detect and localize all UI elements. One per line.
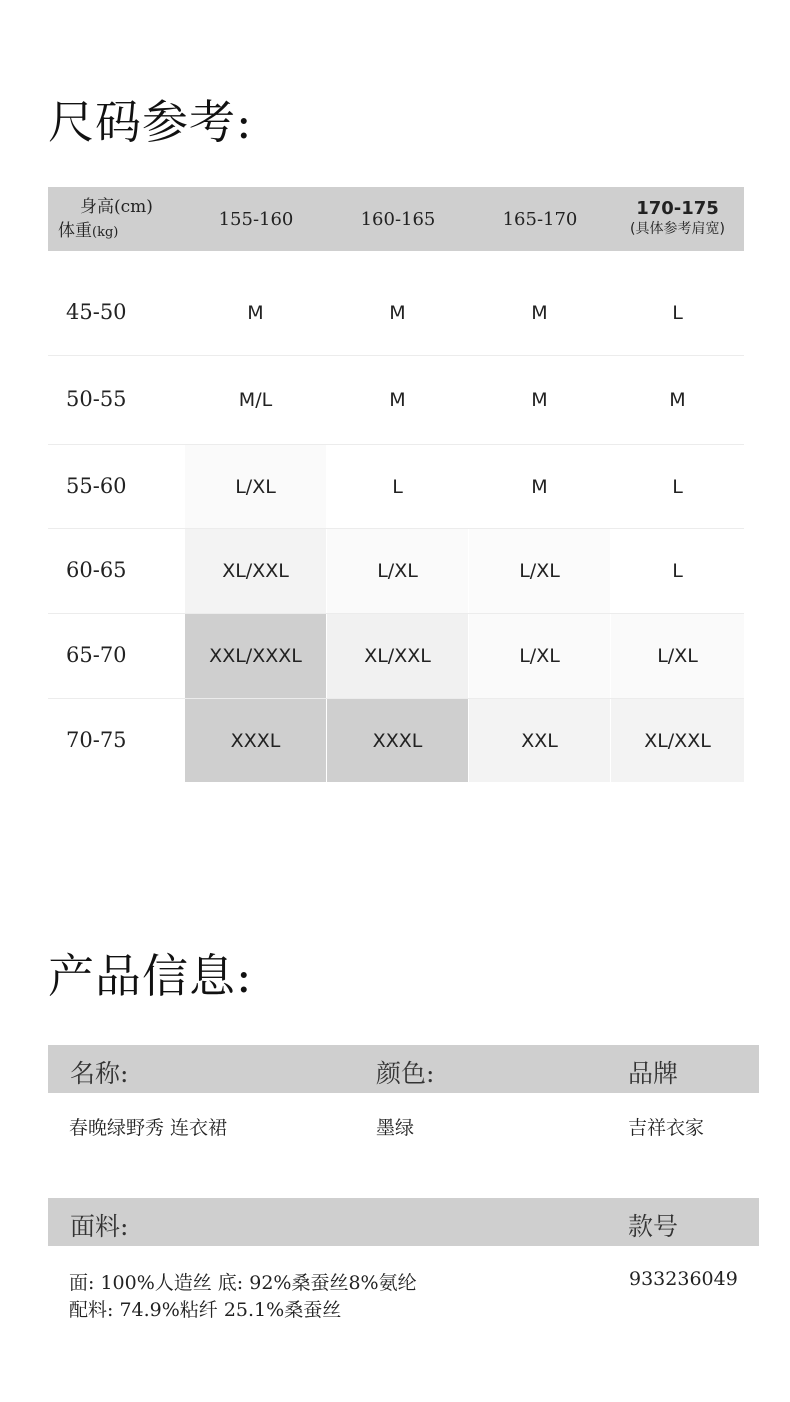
weight-range-label: 55-60 (66, 473, 127, 498)
size-cell: XXL/XXXL (185, 614, 326, 698)
size-cell: M (327, 271, 468, 355)
weight-label: 体重 (58, 221, 92, 241)
fabric-line-main: 面: 100%人造丝 底: 92%桑蚕丝8%氨纶 (69, 1272, 417, 1294)
row-divider (48, 444, 744, 445)
row-divider (48, 355, 744, 356)
size-cell: M (469, 271, 610, 355)
size-cell: XXXL (327, 699, 468, 782)
size-cell: L/XL (611, 614, 744, 698)
height-column-header: 155-160 (218, 208, 294, 230)
product-header-band (48, 1045, 759, 1093)
row-divider (48, 613, 744, 614)
weight-range-label: 60-65 (66, 558, 127, 582)
weight-unit-label (58, 219, 188, 245)
size-cell: L (611, 445, 744, 528)
fabric-line-trim: 配料: 74.9%粘纤 25.1%桑蚕丝 (69, 1299, 342, 1321)
size-reference-title: 尺码参考: (48, 95, 253, 149)
product-info-title: 产品信息: (48, 949, 253, 1003)
name-value: 春晚绿野秀 连衣裙 (69, 1117, 228, 1139)
brand-label: 品牌 (628, 1059, 679, 1088)
row-divider (48, 528, 744, 529)
size-cell: L/XL (327, 529, 468, 613)
weight-range-label: 65-70 (66, 643, 127, 667)
color-label: 颜色: (376, 1059, 435, 1088)
size-cell: XXL (469, 699, 610, 782)
size-cell: L (611, 529, 744, 613)
height-column-header: 160-165 (360, 208, 436, 230)
weight-range-label: 45-50 (66, 300, 127, 324)
height-column-header-last (611, 187, 744, 251)
size-cell: M (469, 356, 610, 444)
fabric-header-band (48, 1198, 759, 1246)
size-cell: M/L (185, 356, 326, 444)
weight-unit: (kg) (92, 225, 119, 240)
size-cell: L (327, 445, 468, 528)
style-number-value: 933236049 (629, 1268, 738, 1290)
size-cell: L (611, 271, 744, 355)
size-cell: M (327, 356, 468, 444)
height-unit-label: 身高(cm) (80, 197, 153, 217)
size-cell: M (611, 356, 744, 444)
size-cell: XL/XXL (185, 529, 326, 613)
header-corner (58, 195, 188, 245)
height-column-label: 170-175 (636, 198, 719, 219)
size-cell: L/XL (185, 445, 326, 528)
style-number-label: 款号 (628, 1212, 679, 1241)
weight-range-label: 70-75 (66, 727, 127, 752)
size-table-header (48, 187, 744, 251)
size-cell: M (185, 271, 326, 355)
fabric-label: 面料: (70, 1212, 129, 1241)
size-cell: L/XL (469, 529, 610, 613)
size-cell: XXXL (185, 699, 326, 782)
color-value: 墨绿 (376, 1117, 415, 1139)
row-divider (48, 698, 744, 699)
size-cell: M (469, 445, 610, 528)
brand-value: 吉祥衣家 (628, 1117, 705, 1139)
size-cell: L/XL (469, 614, 610, 698)
name-label: 名称: (70, 1059, 129, 1088)
shoulder-width-note: (具体参考肩宽) (630, 221, 725, 237)
size-cell: XL/XXL (611, 699, 744, 782)
height-column-header: 165-170 (502, 208, 578, 230)
weight-range-label: 50-55 (66, 387, 127, 411)
size-cell: XL/XXL (327, 614, 468, 698)
